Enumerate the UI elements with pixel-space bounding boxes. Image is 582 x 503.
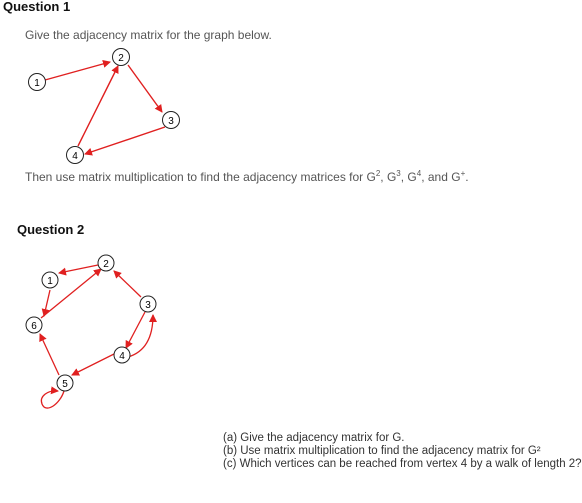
question-1-instruction: Then use matrix multiplication to find the adjacency matrices for $G^2$, $G^3$, $G^4$, and G+.: [25, 169, 469, 184]
question-2-part-c: (c) Which vertices can be reached from vertex 4 by a walk of length 2?: [223, 458, 582, 470]
node-4: [114, 347, 130, 363]
svg-text:2: 2: [118, 53, 124, 64]
edge-4-5: [72, 354, 114, 375]
node-6: [26, 317, 42, 333]
edge-3-4: [126, 312, 145, 348]
svg-text:1: 1: [47, 276, 53, 287]
question-2-part-a: (a) Give the adjacency matrix for G.: [223, 432, 405, 444]
edge-3-2: [114, 271, 141, 297]
node-1: [42, 272, 58, 288]
question-1-prompt: Give the adjacency matrix for the graph below.: [25, 28, 272, 42]
svg-text:4: 4: [72, 151, 78, 162]
question-1-heading: Question 1: [3, 0, 71, 14]
question-2-part-b: (b) Use matrix multiplication to find the adjacency matrix for G²: [223, 445, 541, 457]
svg-text:2: 2: [103, 259, 109, 270]
node-5: [57, 375, 73, 391]
node-3: [140, 296, 156, 312]
edge-5-5-loop: [41, 391, 64, 408]
svg-text:4: 4: [119, 351, 125, 362]
node-2: [98, 255, 114, 271]
edge-5-6: [40, 334, 59, 375]
svg-text:6: 6: [31, 321, 37, 332]
edge-2-1: [59, 265, 98, 273]
svg-text:5: 5: [62, 379, 68, 390]
svg-text:1: 1: [34, 78, 40, 89]
svg-text:3: 3: [168, 116, 174, 127]
question-2-heading: Question 2: [17, 222, 85, 237]
svg-text:3: 3: [145, 300, 151, 311]
